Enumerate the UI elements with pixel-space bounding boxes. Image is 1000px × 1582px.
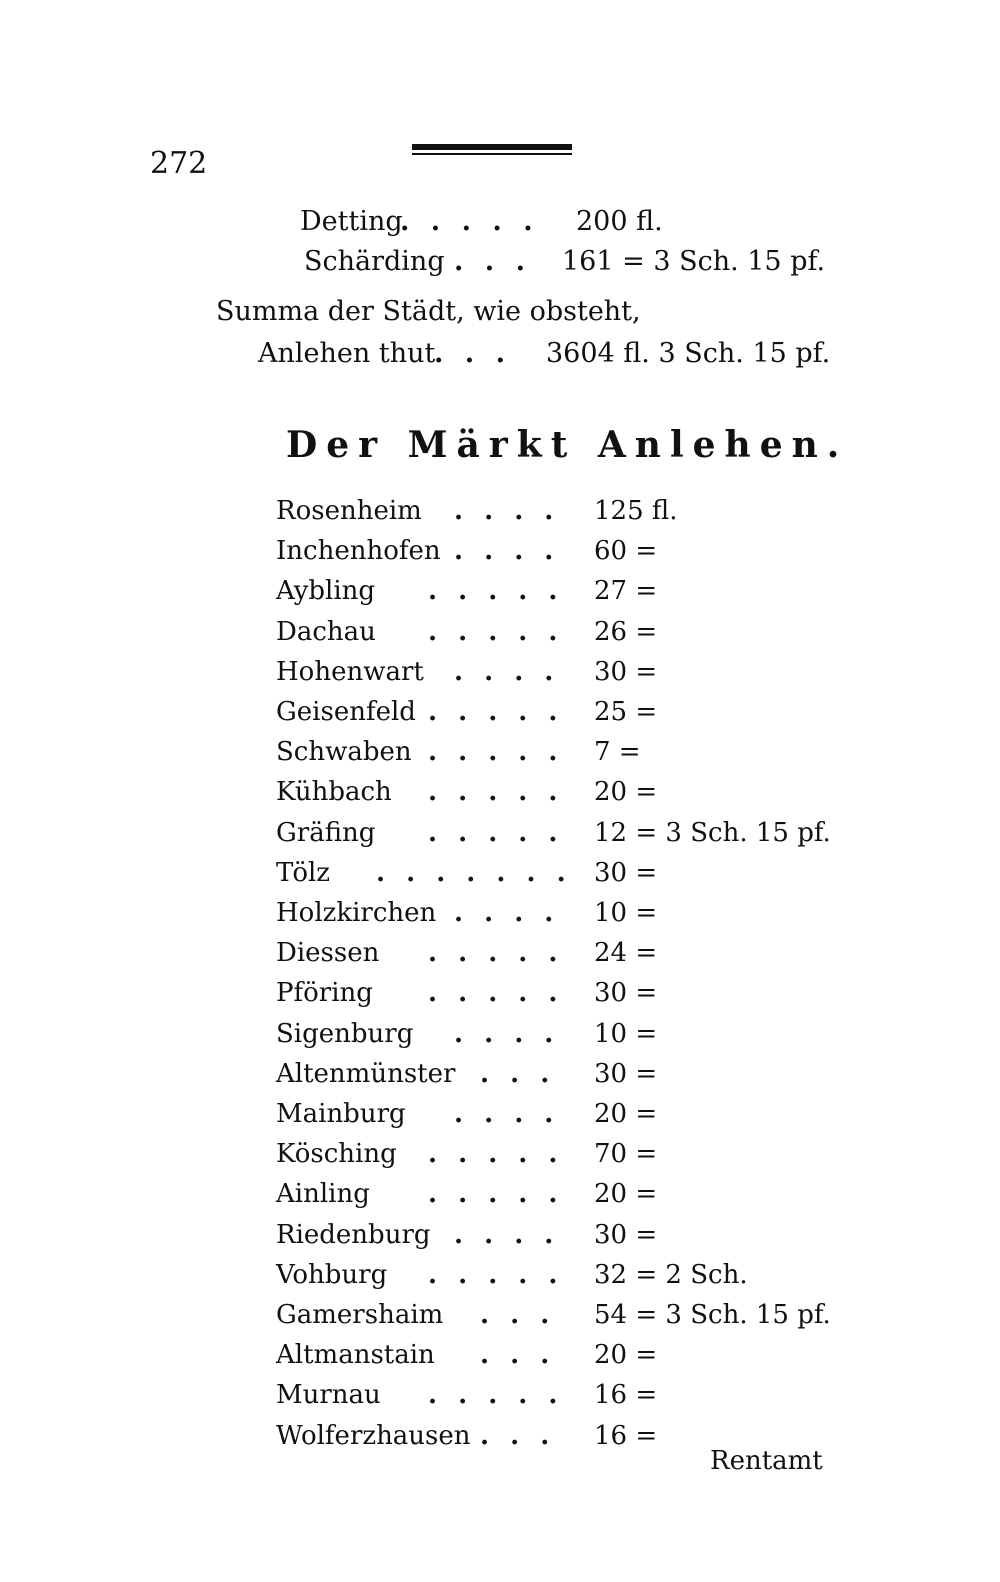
market-amount: 30 = — [594, 656, 658, 687]
header-rule-thick — [412, 144, 572, 150]
market-name: Ainling — [276, 1179, 370, 1210]
page-number: 272 — [150, 146, 208, 181]
table-row — [276, 617, 876, 655]
market-name: Inchenhofen — [276, 536, 441, 567]
market-amount: 7 = — [594, 737, 641, 768]
leader-dots: . . . . . — [428, 737, 564, 768]
market-name: Hohenwart — [276, 656, 424, 687]
market-name: Altenmünster — [276, 1058, 456, 1089]
market-amount: 27 = — [594, 576, 658, 607]
leader-dots: . . . . . — [428, 777, 564, 808]
market-name: Riedenburg — [276, 1219, 431, 1250]
entry-amount: 161 = 3 Sch. 15 pf. — [562, 246, 826, 277]
leader-dots: . . . . . — [428, 616, 564, 647]
market-amount: 20 = — [594, 1099, 658, 1129]
leader-dots: . . . . — [454, 496, 560, 526]
leader-dots: . . . . . — [428, 817, 564, 848]
market-name: Rosenheim — [276, 496, 422, 526]
market-name: Gräfing — [276, 817, 376, 848]
leader-dots: . . . . . — [428, 1179, 564, 1210]
summa-line-2 — [258, 338, 831, 369]
catchword: Rentamt — [710, 1446, 823, 1476]
market-amount: 32 = 2 Sch. — [594, 1259, 748, 1290]
leader-dots: . . . . . — [428, 978, 564, 1009]
market-amount: 30 = — [594, 1219, 658, 1250]
entry-dots: . . . — [454, 246, 531, 277]
market-amount: 54 = 3 Sch. 15 pf. — [594, 1300, 831, 1330]
table-row — [276, 938, 876, 976]
table-row — [276, 1099, 876, 1137]
leader-dots: . . . . . — [428, 938, 564, 969]
entry-name: Schärding — [304, 246, 445, 277]
market-amount: 30 = — [594, 857, 658, 888]
leader-dots: . . . . . — [428, 1139, 564, 1170]
table-row — [276, 1300, 876, 1338]
market-amount: 26 = — [594, 616, 658, 647]
leader-dots: . . . — [480, 1058, 556, 1089]
leader-dots: . . . — [480, 1340, 556, 1371]
leader-dots: . . . . — [454, 898, 560, 928]
market-name: Vohburg — [276, 1259, 388, 1290]
market-amount: 16 = — [594, 1380, 658, 1411]
leader-dots: . . . . — [454, 656, 560, 687]
table-row — [276, 1179, 876, 1217]
summa-label: Anlehen thut — [258, 338, 436, 369]
market-amount: 12 = 3 Sch. 15 pf. — [594, 817, 831, 848]
leader-dots: . . . . . — [428, 576, 564, 607]
market-name: Kösching — [276, 1139, 397, 1170]
market-amount: 16 = — [594, 1420, 658, 1451]
market-amount: 10 = — [594, 898, 658, 928]
table-row — [276, 978, 876, 1016]
entry-name: Detting — [300, 206, 403, 237]
entry-dots: . . . . . — [400, 206, 539, 237]
market-amount: 25 = — [594, 697, 658, 727]
market-amount: 70 = — [594, 1139, 658, 1170]
table-row — [276, 657, 876, 695]
leader-dots: . . . — [480, 1300, 556, 1330]
summa-line-1: Summa der Städt, wie obsteht, — [216, 296, 641, 327]
entry-detting — [300, 206, 663, 237]
leader-dots: . . . . . — [428, 1380, 564, 1411]
entry-schaerding — [304, 246, 826, 277]
table-row — [276, 777, 876, 815]
table-row — [276, 496, 876, 534]
market-amount: 10 = — [594, 1018, 658, 1049]
table-row — [276, 898, 876, 936]
table-row — [276, 858, 876, 896]
market-name: Diessen — [276, 938, 380, 969]
market-amount: 60 = — [594, 536, 658, 567]
market-name: Wolferzhausen — [276, 1420, 471, 1451]
summa-amount: 3604 fl. 3 Sch. 15 pf. — [546, 338, 831, 369]
market-name: Pföring — [276, 978, 373, 1009]
market-amount: 24 = — [594, 938, 658, 969]
summa-dots: . . . — [434, 338, 511, 369]
table-row — [276, 737, 876, 775]
market-name: Sigenburg — [276, 1018, 414, 1049]
market-name: Altmanstain — [276, 1340, 435, 1371]
table-row — [276, 1220, 876, 1258]
market-amount: 30 = — [594, 978, 658, 1009]
market-name: Geisenfeld — [276, 697, 416, 727]
table-row — [276, 1059, 876, 1097]
market-name: Murnau — [276, 1380, 381, 1411]
table-row — [276, 536, 876, 574]
market-name: Mainburg — [276, 1099, 406, 1129]
market-name: Holzkirchen — [276, 898, 437, 928]
market-amount: 20 = — [594, 1179, 658, 1210]
market-amount: 125 fl. — [594, 496, 678, 526]
section-heading: Der Märkt Anlehen. — [286, 424, 849, 466]
leader-dots: . . . . — [454, 1018, 560, 1049]
leader-dots: . . . . . — [428, 697, 564, 727]
market-name: Kühbach — [276, 777, 392, 808]
table-row — [276, 576, 876, 614]
market-amount: 20 = — [594, 1340, 658, 1371]
table-row — [276, 1139, 876, 1177]
market-name: Dachau — [276, 616, 376, 647]
market-name: Gamershaim — [276, 1300, 444, 1330]
market-name: Tölz — [276, 857, 331, 888]
header-rule — [412, 144, 572, 155]
entry-amount: 200 fl. — [576, 206, 663, 237]
market-name: Schwaben — [276, 737, 412, 768]
table-row — [276, 1340, 876, 1378]
table-row — [276, 1380, 876, 1418]
table-row — [276, 697, 876, 735]
table-row — [276, 1019, 876, 1057]
header-rule-thin — [412, 153, 572, 155]
leader-dots: . . . . — [454, 536, 560, 567]
market-amount: 30 = — [594, 1058, 658, 1089]
leader-dots: . . . . — [454, 1219, 560, 1250]
leader-dots: . . . — [480, 1420, 556, 1451]
table-row — [276, 818, 876, 856]
leader-dots: . . . . — [454, 1099, 560, 1129]
market-name: Aybling — [276, 576, 376, 607]
leader-dots: . . . . . — [428, 1259, 564, 1290]
leader-dots: . . . . . . . — [376, 857, 572, 888]
table-row — [276, 1260, 876, 1298]
market-amount: 20 = — [594, 777, 658, 808]
